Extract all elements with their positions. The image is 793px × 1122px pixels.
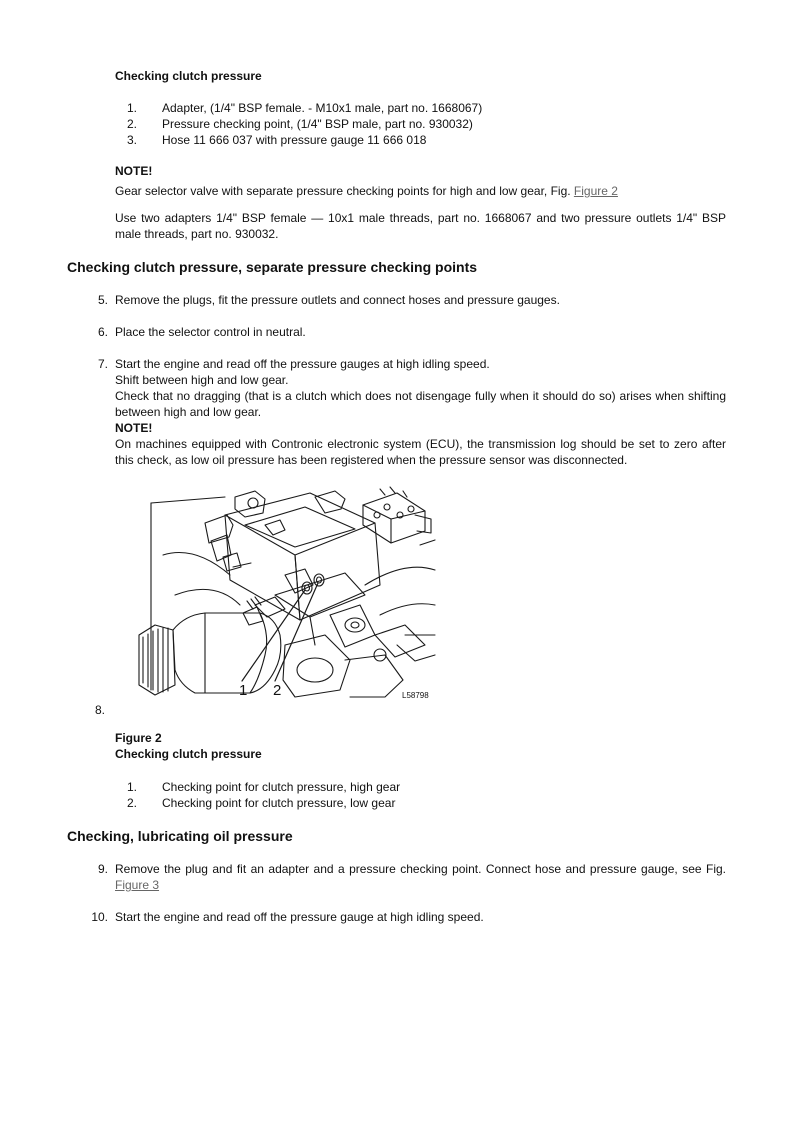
section-heading: Checking, lubricating oil pressure [67, 828, 293, 844]
callout-2-label: 2 [273, 682, 282, 699]
list-number: 2. [127, 117, 138, 131]
step-number: 8. [95, 703, 106, 717]
list-number: 1. [127, 101, 138, 115]
note-line: Gear selector valve with separate pressure checking points for high and low gear, Fig. [115, 184, 574, 198]
figure-link[interactable]: Figure 3 [115, 878, 160, 892]
list-number: 3. [127, 133, 138, 147]
note-label: NOTE! [115, 164, 153, 178]
list-text: Hose 11 666 037 with pressure gauge 11 666 018 [162, 133, 427, 147]
step-line: Check that no dragging (that is a clutch which does not disengage fully when it should do so) arises when shifting between high and low gear. [115, 389, 726, 419]
step-number: 6. [97, 325, 108, 339]
step-text: Place the selector control in neutral. [115, 325, 306, 339]
figure-title: Figure 2 [115, 731, 162, 745]
figure-subtitle: Checking clutch pressure [115, 747, 262, 761]
list-number: 2. [127, 796, 138, 810]
list-text: Checking point for clutch pressure, high gear [162, 780, 401, 794]
note-text [115, 183, 726, 199]
step-line: Shift between high and low gear. [115, 373, 289, 387]
figure-illustration [135, 485, 437, 703]
transmission-valve-drawing [135, 485, 437, 703]
step-text: Start the engine and read off the pressure gauge at high idling speed. [115, 910, 484, 924]
step-text: Remove the plugs, fit the pressure outlets and connect hoses and pressure gauges. [115, 293, 560, 307]
step-number: 9. [97, 862, 108, 876]
list-text: Checking point for clutch pressure, low gear [162, 796, 396, 810]
note-label: NOTE! [115, 421, 153, 435]
figure-link[interactable]: Figure 2 [573, 184, 618, 198]
step-body [115, 861, 726, 893]
step-number: 5. [97, 293, 108, 307]
step-text: Remove the plug and fit an adapter and a pressure checking point. Connect hose and pressure gauge, see Fig. [115, 862, 726, 876]
step-number: 10. [91, 910, 108, 924]
note-text: On machines equipped with Contronic electronic system (ECU), the transmission log should be set to zero after this check, as low oil pressure has been registered when the pressure sensor was disconnected. [115, 437, 726, 467]
caption-title: Checking clutch pressure [115, 69, 262, 83]
list-number: 1. [127, 780, 138, 794]
list-text: Adapter, (1/4" BSP female. - M10x1 male, part no. 1668067) [162, 101, 483, 115]
step-line: Start the engine and read off the pressure gauges at high idling speed. [115, 357, 490, 371]
step-body [115, 356, 726, 468]
step-number: 7. [97, 357, 108, 371]
figure-code: L58798 [402, 691, 429, 700]
section-heading: Checking clutch pressure, separate pressure checking points [67, 259, 478, 275]
callout-1-label: 1 [239, 682, 248, 699]
list-text: Pressure checking point, (1/4" BSP male, part no. 930032) [162, 117, 473, 131]
note-paragraph: Use two adapters 1/4" BSP female — 10x1 male threads, part no. 1668067 and two pressure outlets 1/4" BSP male threads, part no. 930032. [115, 211, 726, 241]
